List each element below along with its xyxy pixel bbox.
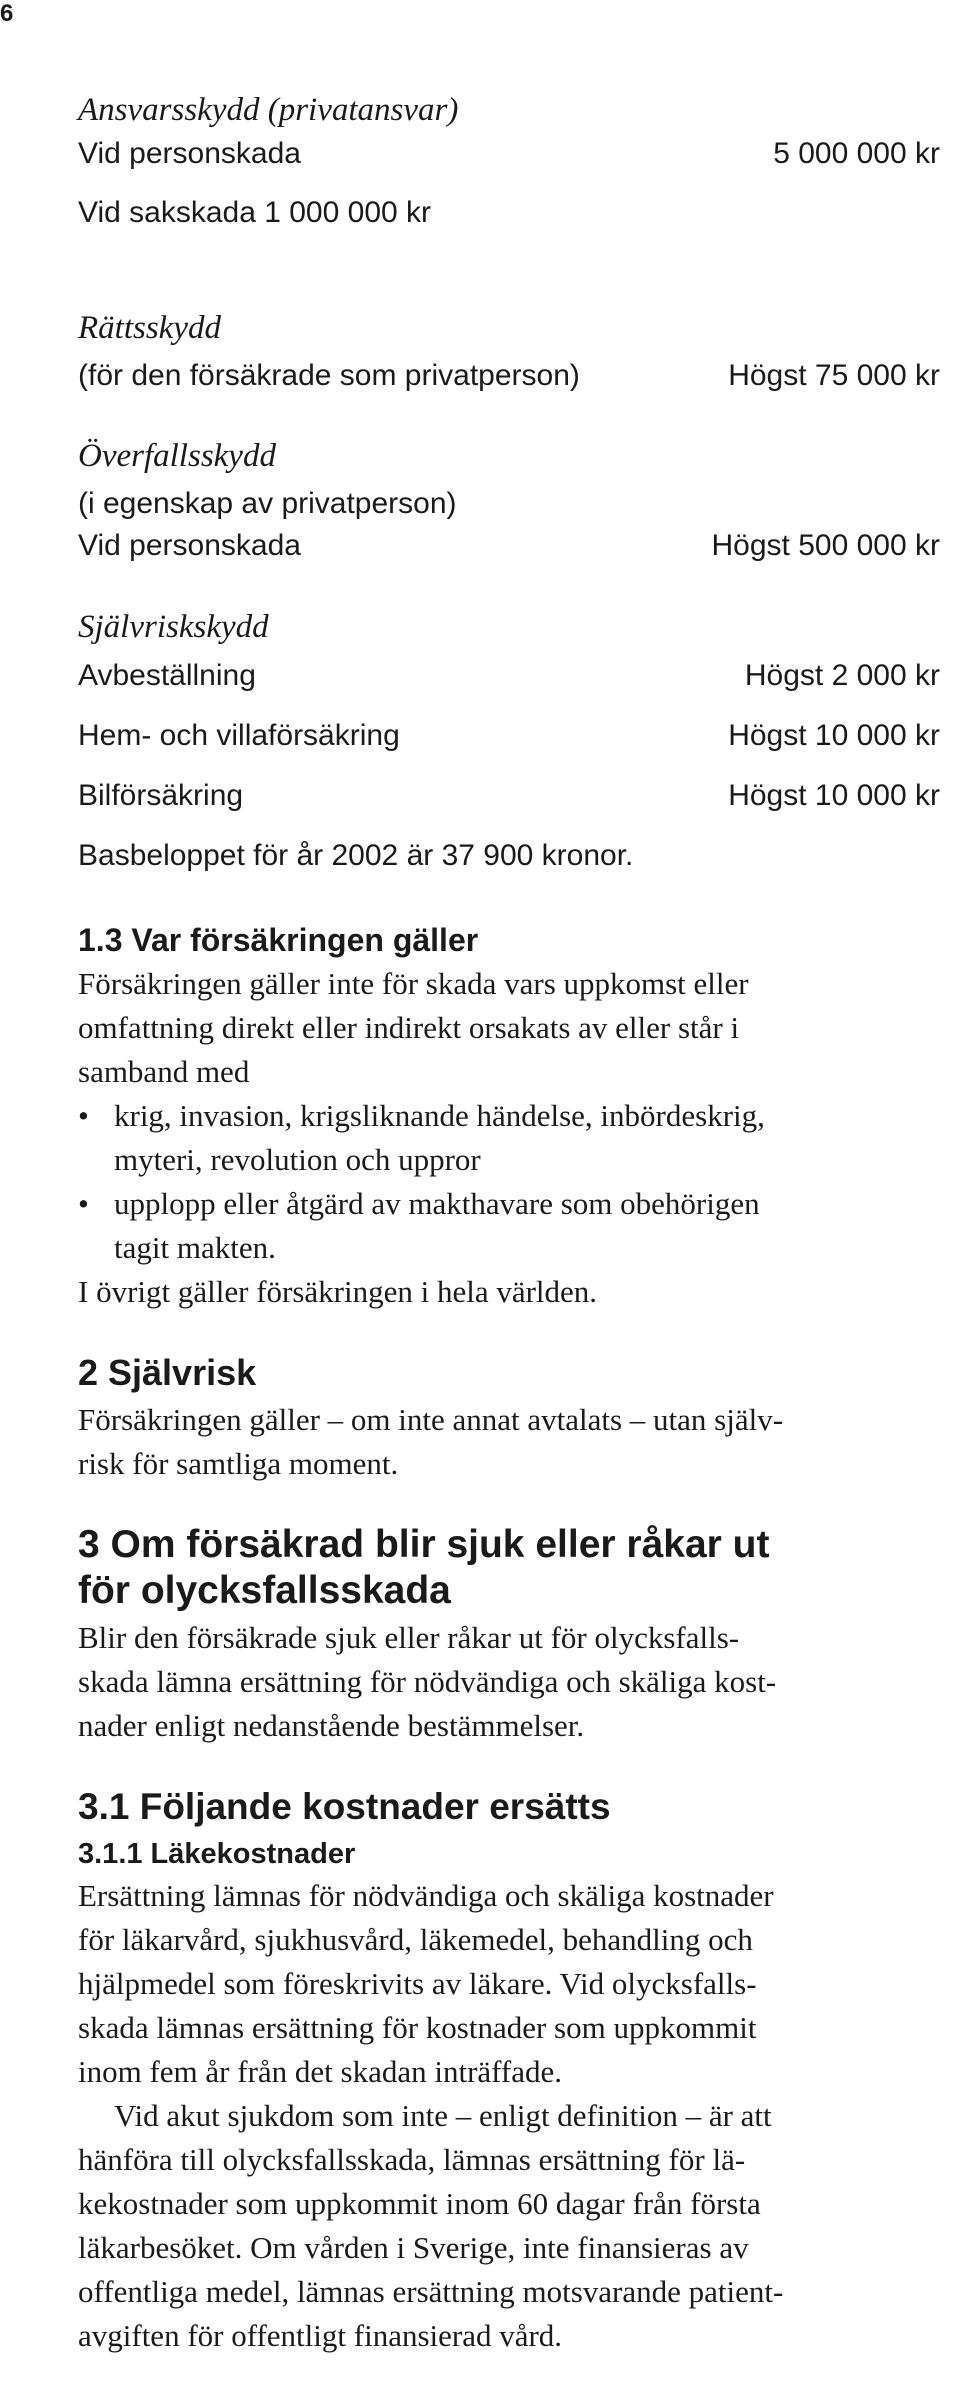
s3-line3: nader enligt nedanstående bestämmelser. [78, 1708, 585, 1743]
section-3-1-heading: 3.1 Följande kostnader ersätts [78, 1786, 611, 1827]
s31-p2-line6: avgiften för offentligt finansierad vård. [78, 2318, 563, 2353]
ratt-title: Rättsskydd [78, 310, 221, 346]
avbest-row [78, 656, 940, 696]
bullet-marker: • [78, 1098, 89, 1133]
ansvar-person-value: 5 000 000 kr [773, 137, 940, 170]
hem-value: Högst 10 000 kr [728, 719, 940, 752]
s31-p2-line5: offentliga medel, lämnas ersättning motsvarande patient- [78, 2274, 784, 2309]
s3-line2: skada lämna ersättning för nödvändiga och skäliga kost- [78, 1664, 777, 1699]
s13-line3: samband med [78, 1054, 250, 1089]
overfall-sub-row [78, 484, 940, 524]
s31-p1-line1: Ersättning lämnas för nödvändiga och skäliga kostnader [78, 1878, 774, 1913]
hem-label: Hem- och villaförsäkring [78, 719, 400, 752]
sjalvrisk-title: Självriskskydd [78, 609, 269, 645]
s31-p2-line4: läkarbesöket. Om vården i Sverige, inte finansieras av [78, 2230, 749, 2265]
section-1-3-heading: 1.3 Var försäkringen gäller [78, 922, 479, 958]
overfall-label: Vid personskada [78, 529, 301, 562]
s13-line2: omfattning direkt eller indirekt orsakats av eller står i [78, 1010, 740, 1045]
ratt-label: (för den försäkrade som privatperson) [78, 359, 580, 392]
ratt-value: Högst 75 000 kr [728, 359, 940, 392]
s13-line1: Försäkringen gäller inte för skada vars uppkomst eller [78, 966, 749, 1001]
page-number: 6 [0, 0, 14, 27]
bil-label: Bilförsäkring [78, 779, 244, 812]
bullet2-line1: upplopp eller åtgärd av makthavare som obehörigen [114, 1186, 760, 1221]
ratt-row [78, 356, 940, 396]
ansvar-sak-row [78, 193, 940, 233]
avbest-label: Avbeställning [78, 659, 256, 692]
s31-p2-line3: kekostnader som uppkommit inom 60 dagar från första [78, 2186, 761, 2221]
overfall-sub: (i egenskap av privatperson) [78, 487, 457, 520]
s31-p2-line2: hänföra till olycksfallsskada, lämnas ersättning för lä- [78, 2142, 746, 2177]
s2-line2: risk för samtliga moment. [78, 1446, 399, 1481]
overfall-title: Överfallsskydd [78, 438, 276, 474]
overfall-row [78, 526, 940, 566]
ansvar-person-row [78, 134, 940, 174]
s3-line1: Blir den försäkrade sjuk eller råkar ut för olycksfalls- [78, 1620, 740, 1655]
ansvar-person-label: Vid personskada [78, 137, 301, 170]
bullet1-line2: myteri, revolution och uppror [114, 1142, 481, 1177]
ansvar-sak-label: Vid sakskada 1 000 000 kr [78, 196, 432, 229]
s2-line1: Försäkringen gäller – om inte annat avtalats – utan själv- [78, 1402, 784, 1437]
s31-p1-line3: hjälpmedel som föreskrivits av läkare. Vid olycksfalls- [78, 1966, 757, 2001]
basbelopp-text: Basbeloppet för år 2002 är 37 900 kronor. [78, 839, 634, 872]
bullet1-line1: krig, invasion, krigsliknande händelse, inbördeskrig, [114, 1098, 765, 1133]
overfall-value: Högst 500 000 kr [711, 529, 940, 562]
bil-value: Högst 10 000 kr [728, 779, 940, 812]
basbelopp-row [78, 836, 940, 876]
section-3-1-1-heading: 3.1.1 Läkekostnader [78, 1838, 356, 1870]
section-3-heading-line1: 3 Om försäkrad blir sjuk eller råkar ut [78, 1523, 770, 1566]
bil-row [78, 776, 940, 816]
hem-row [78, 716, 940, 756]
bullet-marker: • [78, 1186, 89, 1221]
avbest-value: Högst 2 000 kr [744, 659, 940, 692]
ansvar-title: Ansvarsskydd (privatansvar) [78, 92, 459, 128]
s31-p1-line5: inom fem år från det skadan inträffade. [78, 2054, 563, 2089]
s31-p2-line1: Vid akut sjukdom som inte – enligt definition – är att [114, 2098, 772, 2133]
s13-line4: I övrigt gäller försäkringen i hela världen. [78, 1274, 598, 1309]
section-3-heading-line2: för olycksfallsskada [78, 1569, 451, 1612]
s31-p1-line2: för läkarvård, sjukhusvård, läkemedel, behandling och [78, 1922, 753, 1957]
s31-p1-line4: skada lämnas ersättning för kostnader som uppkommit [78, 2010, 757, 2045]
bullet2-line2: tagit makten. [114, 1230, 276, 1265]
section-2-heading: 2 Självrisk [78, 1352, 257, 1393]
